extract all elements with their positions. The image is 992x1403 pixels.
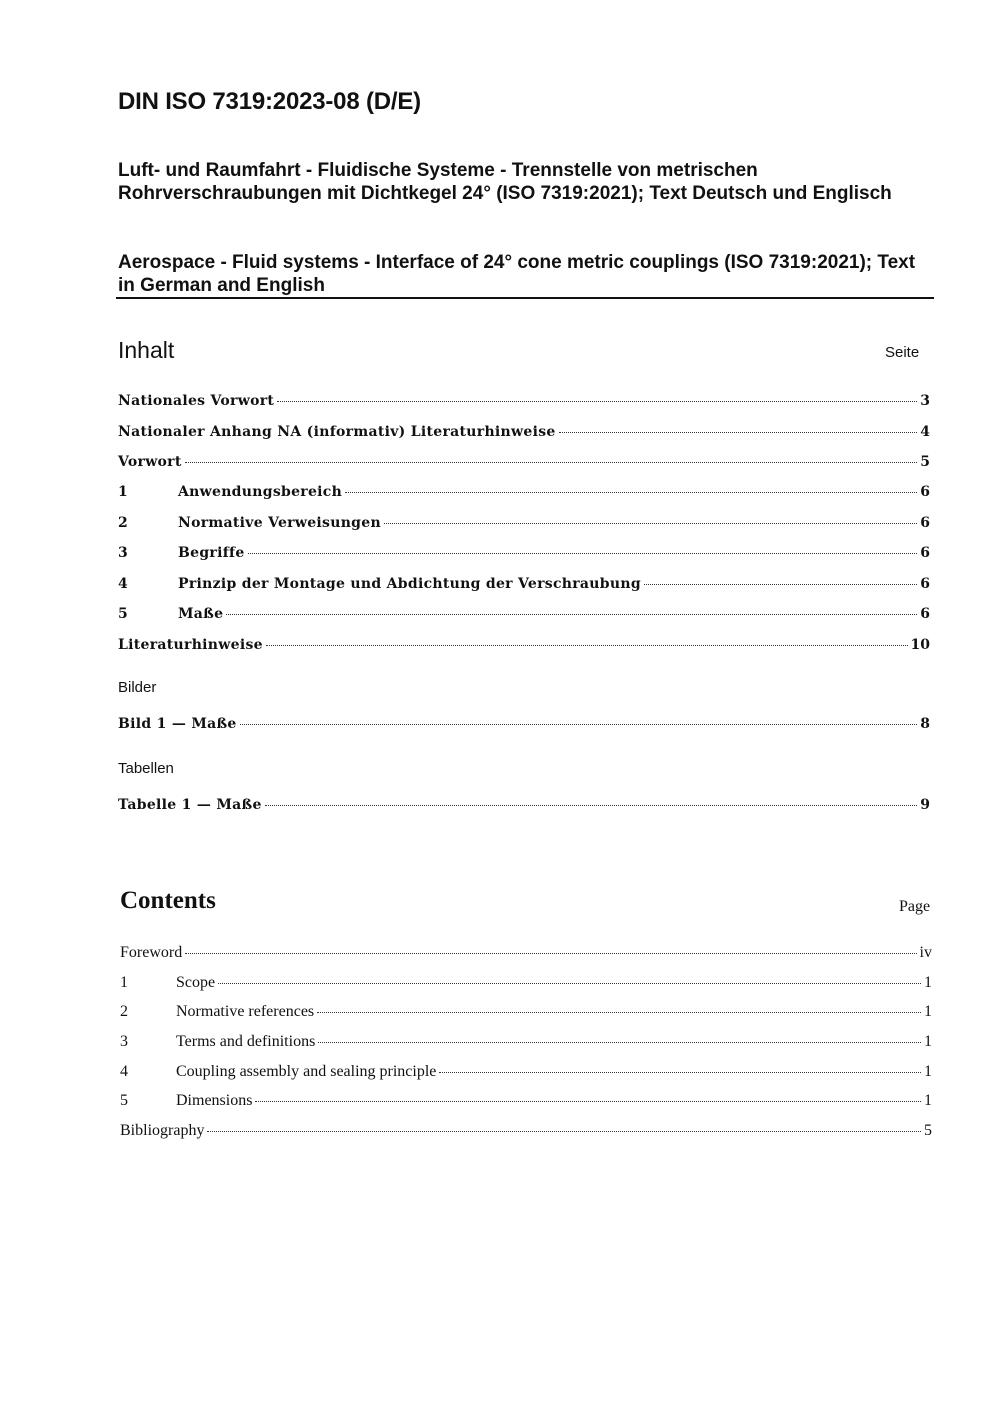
toc-entry-number: 4 [118, 576, 128, 592]
tables-heading: Tabellen [118, 760, 174, 777]
toc-entry[interactable] [118, 606, 930, 622]
toc-leader [318, 1042, 921, 1043]
toc-entry-label: Bibliography [120, 1122, 205, 1139]
title-german: Luft- und Raumfahrt - Fluidische Systeme - Trennstelle von metrischen Rohrverschraubungen mit Dichtkegel 24° (ISO 7319:2021); Text Deutsch und Englisch [118, 160, 892, 204]
toc-entry-label: Normative references [176, 1003, 315, 1020]
toc-entry[interactable] [120, 1092, 932, 1110]
toc-entry-label: Maße [178, 606, 224, 622]
toc-entry-label: Nationales Vorwort [118, 393, 275, 409]
toc-leader [439, 1072, 921, 1073]
toc-leader [644, 584, 917, 585]
toc-heading-german: Inhalt [118, 337, 175, 363]
toc-entry[interactable] [120, 1122, 932, 1140]
toc-entry-label: Nationaler Anhang NA (informativ) Literaturhinweise [118, 424, 556, 440]
toc-leader [185, 462, 918, 463]
toc-entry[interactable] [118, 484, 930, 500]
toc-entry-number: 4 [120, 1063, 128, 1080]
toc-entry-label: Coupling assembly and sealing principle [176, 1063, 437, 1080]
toc-entry-number: 3 [118, 545, 128, 561]
toc-entry-label: Scope [176, 974, 216, 991]
toc-entry-label: Begriffe [178, 545, 245, 561]
toc-leader [277, 401, 917, 402]
toc-entry-label: Bild 1 — Maße [118, 716, 237, 732]
toc-entry[interactable] [120, 944, 932, 962]
toc-entry-page: iv [919, 944, 932, 961]
toc-entry[interactable] [120, 1063, 932, 1081]
toc-entry[interactable] [118, 637, 930, 653]
toc-entry[interactable] [118, 393, 930, 409]
toc-entry[interactable] [120, 1033, 932, 1051]
toc-leader [207, 1131, 921, 1132]
toc-entry-number: 5 [120, 1092, 128, 1109]
toc-entry-label: Prinzip der Montage und Abdichtung der Verschraubung [178, 576, 641, 592]
toc-entry-page: 6 [920, 515, 930, 531]
toc-english [120, 944, 932, 1154]
toc-leader [266, 645, 908, 646]
toc-leader [384, 523, 917, 524]
toc-entry-page: 6 [920, 606, 930, 622]
toc-entry-page: 5 [920, 454, 930, 470]
toc-figure-entry[interactable] [118, 716, 930, 732]
toc-entry-label: Tabelle 1 — Maße [118, 797, 262, 813]
toc-entry-page: 1 [924, 1033, 932, 1050]
toc-page-label-german: Seite [885, 344, 920, 361]
toc-entry-label: Vorwort [118, 454, 182, 470]
toc-entry-label: Dimensions [176, 1092, 253, 1109]
toc-entry-page: 1 [924, 1063, 932, 1080]
toc-german [118, 393, 930, 823]
toc-entry-number: 1 [118, 484, 128, 500]
toc-leader [317, 1012, 921, 1013]
toc-heading-english: Contents [120, 887, 216, 914]
toc-entry-page: 10 [910, 637, 930, 653]
toc-entry-page: 3 [920, 393, 930, 409]
toc-leader [218, 983, 921, 984]
toc-entry[interactable] [120, 974, 932, 992]
toc-entry-page: 6 [920, 576, 930, 592]
toc-entry-label: Terms and definitions [176, 1033, 316, 1050]
toc-entry-label: Anwendungsbereich [178, 484, 343, 500]
toc-entry[interactable] [118, 576, 930, 592]
figures-heading: Bilder [118, 679, 157, 696]
document-title: DIN ISO 7319:2023-08 (D/E) [118, 88, 421, 115]
toc-leader [185, 953, 916, 954]
toc-entry-label: Foreword [120, 944, 183, 961]
toc-entry-page: 1 [924, 974, 932, 991]
toc-entry-number: 2 [118, 515, 128, 531]
toc-entry-page: 6 [920, 484, 930, 500]
toc-leader [226, 614, 917, 615]
toc-entry-page: 4 [920, 424, 930, 440]
toc-entry-number: 3 [120, 1033, 128, 1050]
toc-entry[interactable] [120, 1003, 932, 1021]
toc-leader [559, 432, 918, 433]
toc-entry-number: 1 [120, 974, 128, 991]
toc-leader [255, 1101, 921, 1102]
toc-leader [248, 553, 918, 554]
toc-entry[interactable] [118, 454, 930, 470]
toc-entry-page: 5 [924, 1122, 932, 1139]
toc-leader [345, 492, 917, 493]
toc-entry-page: 1 [924, 1092, 932, 1109]
toc-entry-page: 8 [920, 716, 930, 732]
toc-entry-page: 6 [920, 545, 930, 561]
toc-leader [240, 724, 918, 725]
toc-entry-page: 1 [924, 1003, 932, 1020]
toc-entry[interactable] [118, 545, 930, 561]
toc-entry-label: Literaturhinweise [118, 637, 263, 653]
title-english: Aerospace - Fluid systems - Interface of 24° cone metric couplings (ISO 7319:2021); Text in German and English [118, 252, 916, 296]
toc-leader [265, 805, 918, 806]
toc-table-entry[interactable] [118, 797, 930, 813]
toc-entry-number: 2 [120, 1003, 128, 1020]
toc-entry-page: 9 [920, 797, 930, 813]
title-divider [116, 297, 934, 299]
toc-entry-label: Normative Verweisungen [178, 515, 381, 531]
toc-entry-number: 5 [118, 606, 128, 622]
toc-entry[interactable] [118, 515, 930, 531]
toc-entry[interactable] [118, 424, 930, 440]
toc-page-label-english: Page [899, 898, 931, 915]
